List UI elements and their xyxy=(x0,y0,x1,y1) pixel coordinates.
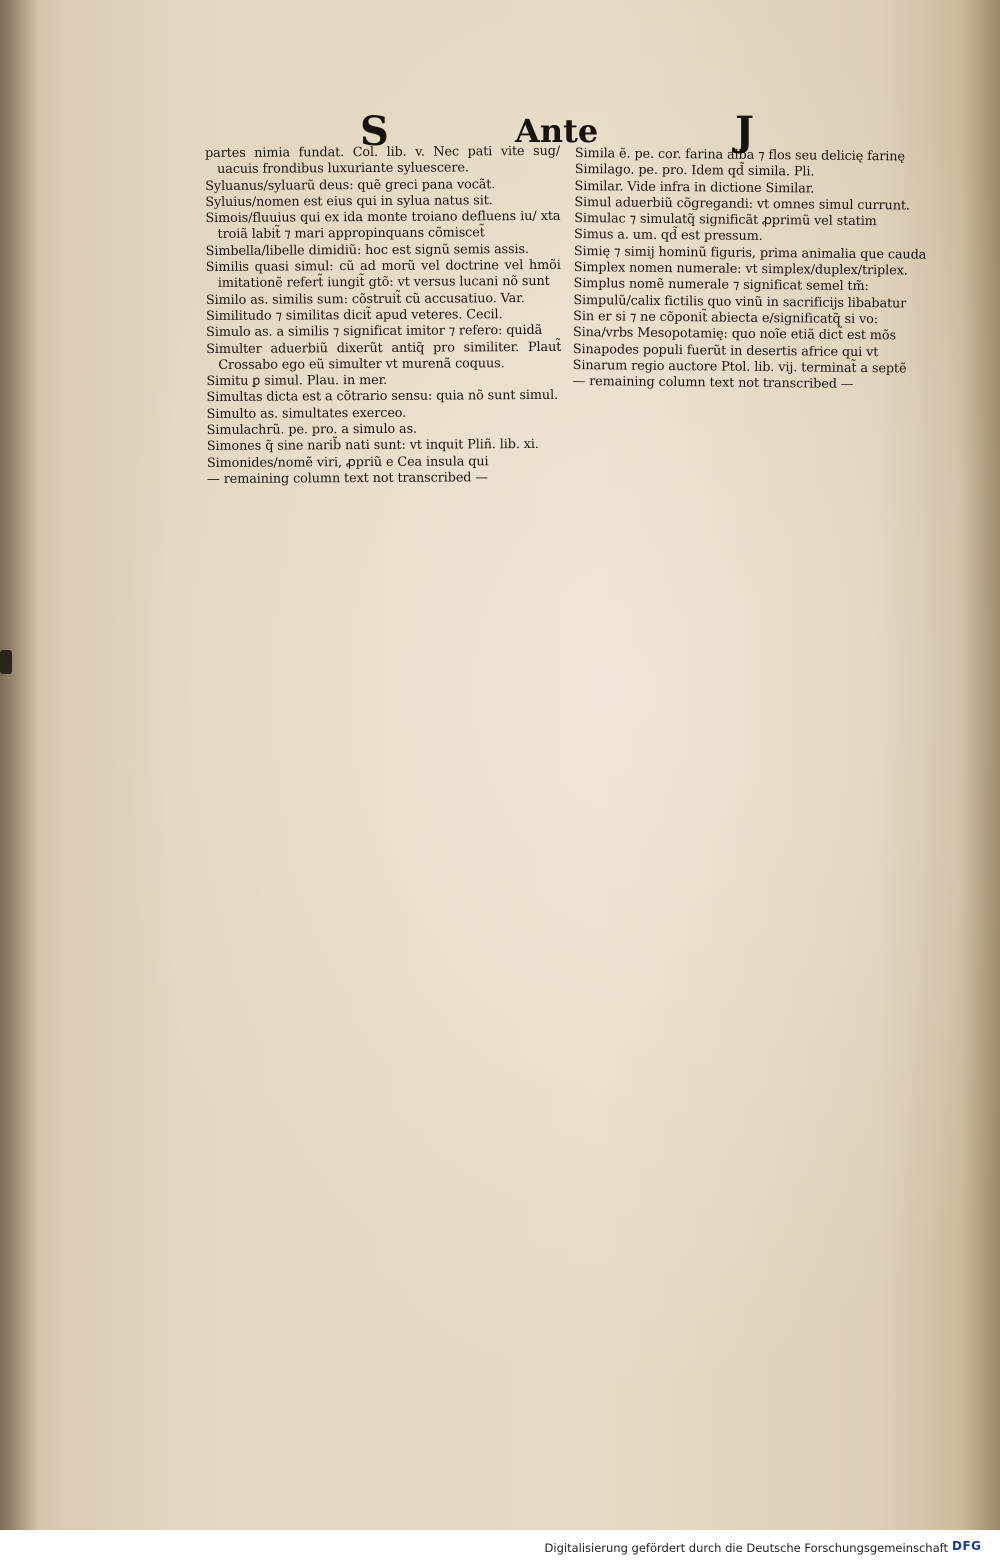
entry-simila: Simila ẽ. pe. cor. farina alba ⁊ flos seu delicię farinę xyxy=(574,146,906,165)
entry-simulac: Simulac ⁊ simulatq̃ significãt ꝓprimũ vel statim xyxy=(574,211,877,230)
entry-simois: Simois/fluuius qui ex ida monte troiano defluens iu/ xta troiã labit̃ ⁊ mari appropinquans cõmiscet̃ xyxy=(205,209,561,243)
entry-similitudo: Similitudo ⁊ similitas dicit̃ apud veteres. Cecil. xyxy=(205,307,503,324)
funding-credit: Digitalisierung gefördert durch die Deutsche Forschungsgemeinschaft xyxy=(544,1541,948,1555)
entry-simie: Simię ⁊ simij hominũ figuris, prima animalia que cauda xyxy=(573,243,927,263)
entry-similo: Similo as. similis sum: cõstruit̃ cũ accusatiuo. Var. xyxy=(205,290,525,308)
dfg-logo: DFG xyxy=(952,1539,982,1553)
entry-sin: Sin er si ⁊ ne cõponit̃ abiecta e/significatq̃ si vo: xyxy=(573,308,879,328)
header-letter-right: J xyxy=(735,108,754,155)
entry-simbella: Simbella/libelle dimidiũ: hoc est signũ semis assis. xyxy=(205,241,529,259)
entry-syluanus: Syluanus/syluarũ deus: quẽ greci pana vocãt. xyxy=(205,176,496,194)
header-letter-left: S xyxy=(360,108,389,155)
entry-similis: Similis quasi simul: cũ ad morũ vel doctrine vel hmõi imitationẽ refert̃ iungit̃ gtõ: vt versus lucani nõ sunt xyxy=(205,257,561,292)
entry-sinapodes: Sinapodes populi fuerũt in desertis africe qui vt xyxy=(572,341,879,360)
header-running-title: Ante xyxy=(515,112,599,150)
entry-simonides: Simonides/nomẽ viri, ꝓpriũ e Cea insula qui xyxy=(206,453,489,471)
entry-sylua: partes nimia fundat. Col. lib. v. Nec pati vite sug/ uacuis frondibus luxuriante syluescere. xyxy=(205,143,561,178)
entry-simus: Simus a. um. qd̃ est pressum. xyxy=(573,227,763,245)
entry-sina: Sina/vrbs Mesopotamię: quo noĩe etiã dict̃ est mõs xyxy=(572,325,897,344)
entry-simitu: Simitu ꝑ simul. Plau. in mer. xyxy=(206,373,388,390)
entry-sinarum: Sinarum regio auctore Ptol. lib. vij. terminat̃ a septẽ xyxy=(572,357,907,377)
entry-simpulum: Simpulũ/calix fictilis quo vinũ in sacrificijs libabatur xyxy=(573,292,907,312)
text-column-left xyxy=(205,144,562,488)
entry-simultas: Simultas dicta est a cõtrario sensu: quia nõ sunt simul. xyxy=(206,388,559,406)
entry-simplex: Simplex nomen numerale: vt simplex/duplex/triplex. xyxy=(573,260,908,279)
entry-simulo: Simulo as. a similis ⁊ significat imitor ⁊ refero: quidã xyxy=(206,323,543,341)
entry-simplus: Simplus nomẽ numerale ⁊ significat semel tm̃: xyxy=(573,276,869,295)
page-edge-shadow xyxy=(960,0,1000,1530)
entry-truncation-note: — remaining column text not transcribed — xyxy=(572,374,854,393)
entry-simulto: Simulto as. simultates exerceo. xyxy=(206,405,407,422)
entry-simul: Simul aduerbiũ cõgregandi: vt omnes simul currunt. xyxy=(574,194,910,214)
entry-similar: Similar. Vide infra in dictione Similar. xyxy=(574,178,815,197)
entry-truncation-note: — remaining column text not transcribed — xyxy=(206,470,489,487)
ink-stain xyxy=(0,650,12,674)
entry-simulachrum: Simulachrũ. pe. pro. a simulo as. xyxy=(206,421,418,439)
entry-syluius: Syluius/nomen est eius qui in sylua natus sit. xyxy=(205,193,493,210)
entry-similago: Similago. pe. pro. Idem qd̃ simila. Pli. xyxy=(574,162,815,180)
text-column-right xyxy=(572,146,937,394)
entry-simones: Simones q̃ sine narib̃ nati sunt: vt inquit Pliñ. lib. xi. xyxy=(206,437,539,455)
spine-shadow xyxy=(0,0,38,1530)
entry-simulter: Simulter aduerbiũ dixerũt antiq̃ pro similiter. Plaut̃ Crossabo ego eũ simulter vt murenã coquus. xyxy=(206,339,562,373)
